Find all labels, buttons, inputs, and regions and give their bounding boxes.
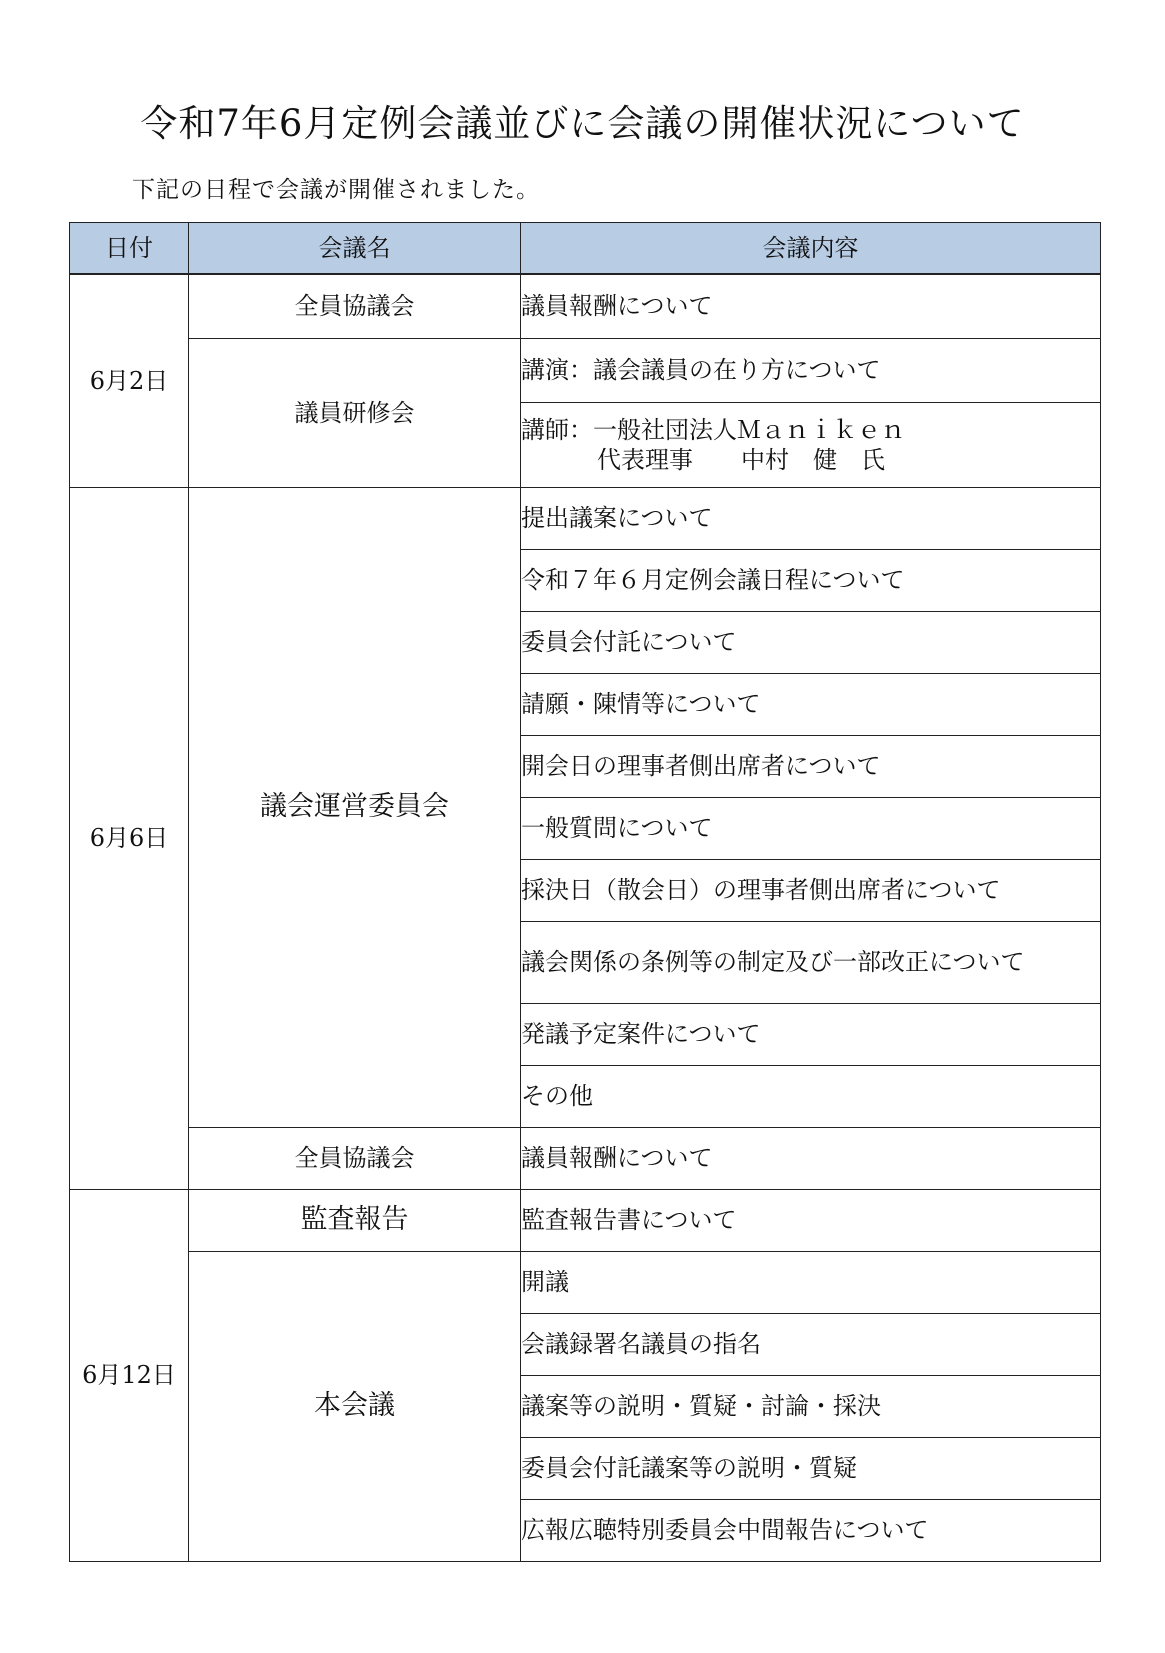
content-cell bbox=[521, 402, 1101, 487]
header-content: 会議内容 bbox=[521, 223, 1101, 275]
table-row bbox=[70, 1127, 1101, 1189]
page-title: 令和7年6月定例会議並びに会議の開催状況について bbox=[140, 102, 1025, 145]
content-cell: 発議予定案件について bbox=[521, 1003, 1101, 1065]
subtitle: 下記の日程で会議が開催されました。 bbox=[132, 177, 540, 203]
schedule-table bbox=[69, 222, 1101, 1562]
content-cell: 一般質問について bbox=[521, 797, 1101, 859]
content-cell: 議案等の説明・質疑・討論・採決 bbox=[521, 1375, 1101, 1437]
content-cell: 委員会付託について bbox=[521, 611, 1101, 673]
meeting-cell: 議員研修会 bbox=[189, 338, 521, 487]
table-row bbox=[70, 487, 1101, 549]
date-cell: 6月12日 bbox=[70, 1189, 189, 1561]
meeting-cell: 本会議 bbox=[189, 1251, 521, 1561]
header-row bbox=[70, 223, 1101, 275]
content-cell: 講演：議会議員の在り方について bbox=[521, 338, 1101, 402]
content-cell: 請願・陳情等について bbox=[521, 673, 1101, 735]
date-cell: 6月2日 bbox=[70, 274, 189, 487]
content-cell: 開会日の理事者側出席者について bbox=[521, 735, 1101, 797]
content-cell: 会議録署名議員の指名 bbox=[521, 1313, 1101, 1375]
header-date: 日付 bbox=[70, 223, 189, 275]
content-cell: 提出議案について bbox=[521, 487, 1101, 549]
meeting-cell: 全員協議会 bbox=[189, 274, 521, 338]
date-cell: 6月6日 bbox=[70, 487, 189, 1189]
meeting-cell: 全員協議会 bbox=[189, 1127, 521, 1189]
content-cell: 採決日（散会日）の理事者側出席者について bbox=[521, 859, 1101, 921]
content-cell: 令和７年６月定例会議日程について bbox=[521, 549, 1101, 611]
table-row bbox=[70, 274, 1101, 338]
content-cell: 議員報酬について bbox=[521, 1127, 1101, 1189]
table-row bbox=[70, 1251, 1101, 1313]
content-cell: 議員報酬について bbox=[521, 274, 1101, 338]
meeting-cell: 監査報告 bbox=[189, 1189, 521, 1251]
content-cell: 開議 bbox=[521, 1251, 1101, 1313]
content-cell: 議会関係の条例等の制定及び一部改正について bbox=[521, 921, 1101, 1003]
meeting-cell: 議会運営委員会 bbox=[189, 487, 521, 1127]
header-meeting: 会議名 bbox=[189, 223, 521, 275]
content-cell: 委員会付託議案等の説明・質疑 bbox=[521, 1437, 1101, 1499]
content-line: 講師：一般社団法人Ｍａｎｉｋｅｎ bbox=[521, 415, 905, 444]
content-cell: 監査報告書について bbox=[521, 1189, 1101, 1251]
content-line: 代表理事 中村 健 氏 bbox=[597, 445, 885, 474]
content-cell: その他 bbox=[521, 1065, 1101, 1127]
table-row bbox=[70, 1189, 1101, 1251]
table-row bbox=[70, 338, 1101, 402]
content-cell: 広報広聴特別委員会中間報告について bbox=[521, 1499, 1101, 1561]
